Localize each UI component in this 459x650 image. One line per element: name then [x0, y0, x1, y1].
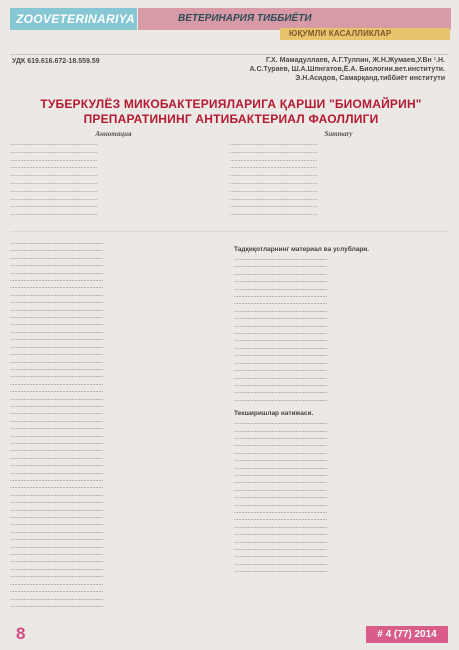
- results-line: ..............................................................: [234, 471, 327, 478]
- abstract-right-line: ..........................................................: [230, 179, 317, 186]
- article-title: ТУБЕРКУЛЁЗ МИКОБАКТЕРИЯЛАРИГА ҚАРШИ "БИОМАЙРИН" ПРЕПАРАТИНИНГ АНТИБАКТЕРИАЛ ФАОЛЛИГИ: [40, 97, 422, 126]
- results-line: ..............................................................: [234, 464, 327, 471]
- authors-block: [205, 56, 445, 83]
- results-line: ..............................................................: [234, 516, 327, 523]
- body-left-line: ..............................................................: [10, 417, 103, 424]
- body-left-line: ..............................................................: [10, 284, 103, 291]
- body-left-line: ..............................................................: [10, 306, 103, 313]
- materials-methods-line: ..............................................................: [234, 389, 327, 396]
- abstract-right-line: ..........................................................: [230, 156, 317, 163]
- body-left-line: ..............................................................: [10, 373, 103, 380]
- body-left-line: ..............................................................: [10, 314, 103, 321]
- abstract-right-column: [230, 130, 447, 228]
- body-left-line: ..............................................................: [10, 262, 103, 269]
- body-left-line: ..............................................................: [10, 528, 103, 535]
- body-left-line: ..............................................................: [10, 573, 103, 580]
- abstract-left-line: ..........................................................: [10, 141, 97, 147]
- abstract-left-line: ..........................................................: [10, 148, 97, 155]
- body-left-line: ..............................................................: [10, 432, 103, 439]
- body-left-line: ..............................................................: [10, 551, 103, 558]
- body-left-line: ..............................................................: [10, 343, 103, 350]
- abstract-right-line: ..........................................................: [230, 203, 317, 210]
- results-line: ..............................................................: [234, 442, 327, 449]
- body-left-line: ..............................................................: [10, 254, 103, 261]
- materials-methods-line: ..............................................................: [234, 256, 327, 262]
- body-left-line: ..............................................................: [10, 477, 103, 483]
- body-left-line: ..............................................................: [10, 365, 103, 372]
- body-left-line: ..............................................................: [10, 321, 103, 328]
- body-left-line: ..............................................................: [10, 439, 103, 446]
- materials-methods-line: ..............................................................: [234, 285, 327, 292]
- abstract-section: [10, 130, 447, 228]
- abstract-left-line: ..........................................................: [10, 172, 97, 179]
- abstract-right-text: [230, 141, 447, 219]
- materials-methods-line: ..............................................................: [234, 315, 327, 322]
- results-line: ..............................................................: [234, 568, 327, 575]
- materials-methods-line: ..............................................................: [234, 374, 327, 381]
- materials-methods-line: ..............................................................: [234, 381, 327, 388]
- abstract-left-column: [10, 130, 217, 228]
- body-left-line: ..............................................................: [10, 395, 103, 402]
- body-left-line: ..............................................................: [10, 521, 103, 528]
- abstract-left-line: ..........................................................: [10, 179, 97, 186]
- abstract-divider: [10, 231, 449, 232]
- results-line: ..............................................................: [234, 427, 327, 434]
- results-line: ..............................................................: [234, 546, 327, 553]
- results-line: ..............................................................: [234, 553, 327, 560]
- abstract-right-line: ..........................................................: [230, 187, 317, 194]
- journal-title: ZOOVETERINARIYA: [16, 12, 135, 26]
- materials-methods-line: ..............................................................: [234, 367, 327, 374]
- page-number: 8: [16, 624, 26, 643]
- body-left-line: ..............................................................: [10, 462, 103, 469]
- abstract-left-line: ..........................................................: [10, 203, 97, 210]
- abstract-left-heading: Аннотация: [95, 130, 132, 138]
- body-left-line: ..............................................................: [10, 291, 103, 298]
- body-left-line: ..............................................................: [10, 558, 103, 565]
- results-line: ..............................................................: [234, 434, 327, 441]
- body-left-line: ..............................................................: [10, 240, 103, 246]
- materials-methods-text: [234, 256, 447, 404]
- results-line: ..............................................................: [234, 501, 327, 508]
- results-line: ..............................................................: [234, 449, 327, 456]
- materials-methods-line: ..............................................................: [234, 359, 327, 366]
- body-left-line: ..............................................................: [10, 358, 103, 365]
- journal-banner: [10, 8, 137, 30]
- abstract-left-line: ..........................................................: [10, 156, 97, 163]
- body-left-column: [10, 240, 215, 625]
- materials-methods-line: ..............................................................: [234, 293, 327, 300]
- results-line: ..............................................................: [234, 509, 327, 515]
- materials-methods-line: ..............................................................: [234, 337, 327, 344]
- body-left-line: ..............................................................: [10, 247, 103, 254]
- abstract-right-line: ..........................................................: [230, 148, 317, 155]
- results-line: ..............................................................: [234, 538, 327, 545]
- body-left-line: ..............................................................: [10, 469, 103, 476]
- body-left-line: ..............................................................: [10, 269, 103, 276]
- abstract-right-line: ..........................................................: [230, 172, 317, 179]
- results-heading: Текширишлар натижаси.: [234, 410, 314, 418]
- body-left-line: ..............................................................: [10, 402, 103, 409]
- subsection-strip: [280, 28, 450, 40]
- header-divider: [10, 54, 449, 55]
- results-line: ..............................................................: [234, 457, 327, 464]
- authors-text: Г.Х. Мамадуллаев, А.Г.Тулпин, Ж.Н.Жумаев,У.Вн ¹.Н. А.С.Тураев, Ш.А.Шпнгатов,Ё.А. Биологии.вет.институти. Э.Н.Асидов, Самарқанд.тиббиёт институти: [249, 57, 445, 82]
- udc-code: УДК 619.616.672-18.559.59: [12, 58, 100, 65]
- results-line: ..............................................................: [234, 523, 327, 530]
- body-left-line: ..............................................................: [10, 602, 103, 609]
- body-left-line: ..............................................................: [10, 491, 103, 498]
- body-left-line: ..............................................................: [10, 328, 103, 335]
- body-left-line: ..............................................................: [10, 595, 103, 602]
- results-line: ..............................................................: [234, 560, 327, 567]
- results-line: ..............................................................: [234, 531, 327, 538]
- body-left-line: ..............................................................: [10, 277, 103, 284]
- materials-methods-line: ..............................................................: [234, 330, 327, 337]
- body-left-line: ..............................................................: [10, 388, 103, 395]
- section-title: ВЕТЕРИНАРИЯ ТИББИЁТИ: [178, 13, 312, 24]
- abstract-left-text: [10, 141, 217, 219]
- abstract-left-line: ..........................................................: [10, 211, 97, 218]
- materials-methods-line: ..............................................................: [234, 396, 327, 403]
- body-left-line: ..............................................................: [10, 588, 103, 595]
- body-left-line: ..............................................................: [10, 299, 103, 306]
- materials-methods-line: ..............................................................: [234, 352, 327, 359]
- abstract-left-line: ..........................................................: [10, 195, 97, 202]
- results-line: ..............................................................: [234, 479, 327, 486]
- materials-methods-line: ..............................................................: [234, 263, 327, 270]
- materials-methods-line: ..............................................................: [234, 300, 327, 307]
- body-left-line: ..............................................................: [10, 336, 103, 343]
- body-left-line: ..............................................................: [10, 410, 103, 417]
- subsection-title: ЮҚУМЛИ КАСАЛЛИКЛАР: [289, 29, 392, 38]
- materials-methods-line: ..............................................................: [234, 322, 327, 329]
- body-left-line: ..............................................................: [10, 506, 103, 513]
- abstract-left-line: ..........................................................: [10, 187, 97, 194]
- materials-methods-line: ..............................................................: [234, 270, 327, 277]
- results-line: ..............................................................: [234, 494, 327, 501]
- section-strip: [138, 8, 451, 30]
- abstract-right-line: ..........................................................: [230, 195, 317, 202]
- body-left-line: ..............................................................: [10, 499, 103, 506]
- abstract-left-line: ..........................................................: [10, 164, 97, 171]
- results-line: ..............................................................: [234, 420, 327, 427]
- body-left-line: ..............................................................: [10, 447, 103, 454]
- body-left-line: ..............................................................: [10, 514, 103, 521]
- results-line: ..............................................................: [234, 486, 327, 493]
- abstract-right-line: ..........................................................: [230, 141, 317, 147]
- body-left-line: ..............................................................: [10, 484, 103, 491]
- body-left-text: [10, 240, 215, 610]
- body-left-line: ..............................................................: [10, 351, 103, 358]
- materials-methods-line: ..............................................................: [234, 278, 327, 285]
- results-text: [234, 420, 447, 576]
- abstract-right-line: ..........................................................: [230, 164, 317, 171]
- materials-methods-line: ..............................................................: [234, 307, 327, 314]
- materials-methods-line: ..............................................................: [234, 344, 327, 351]
- body-left-line: ..............................................................: [10, 580, 103, 587]
- issue-badge: # 4 (77) 2014: [366, 626, 448, 643]
- body-left-line: ..............................................................: [10, 454, 103, 461]
- body-left-line: ..............................................................: [10, 536, 103, 543]
- body-right-column: [234, 240, 447, 625]
- abstract-right-heading: Summary: [324, 130, 353, 138]
- body-left-line: ..............................................................: [10, 543, 103, 550]
- header-area: [0, 0, 459, 54]
- body-left-line: ..............................................................: [10, 425, 103, 432]
- body-left-line: ..............................................................: [10, 380, 103, 387]
- materials-methods-heading: Тадқиқотларнинг материал ва услублари.: [234, 246, 370, 253]
- body-left-line: ..............................................................: [10, 565, 103, 572]
- abstract-right-line: ..........................................................: [230, 211, 317, 218]
